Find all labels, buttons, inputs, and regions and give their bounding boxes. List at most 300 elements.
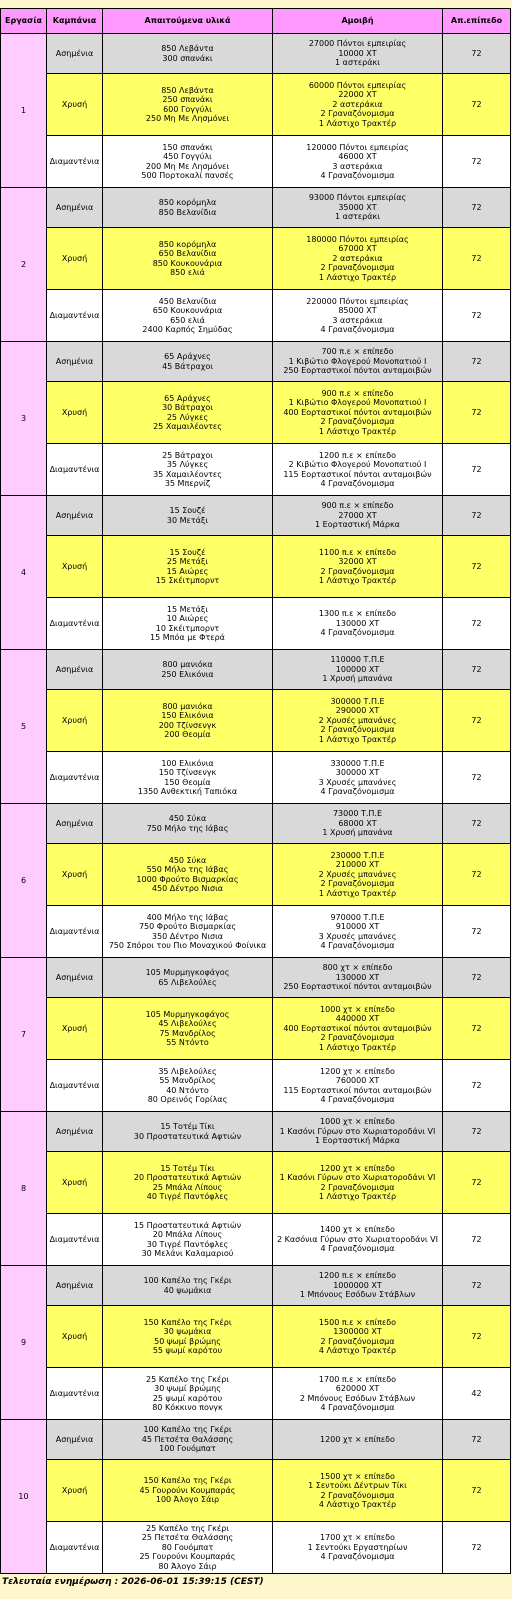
reward-cell — [273, 228, 443, 290]
reward-line: 910000 ΧΤ — [335, 922, 380, 932]
materials-cell — [103, 1152, 273, 1214]
materials-cell — [103, 844, 273, 906]
required-level-cell: 72 — [443, 690, 511, 752]
materials-cell — [103, 34, 273, 74]
reward-line: 4 Γραναζόνομισμα — [320, 170, 395, 180]
material-line: 75 Μανδρίλος — [159, 1028, 216, 1038]
table-row — [1, 1306, 511, 1368]
material-line: 250 Μη Με Λησμόνει — [145, 113, 230, 123]
required-level-cell: 72 — [443, 906, 511, 958]
materials-cell — [103, 1112, 273, 1152]
material-line: 25 Βάτραχοι — [162, 450, 213, 460]
required-level-cell: 72 — [443, 444, 511, 496]
reward-cell — [273, 1420, 443, 1460]
reward-line: 22000 ΧΤ — [338, 90, 377, 100]
reward-line: 1200 π.ε × επίπεδο — [318, 1271, 397, 1281]
header-task: Εργασία — [1, 9, 47, 34]
reward-line: 180000 Πόντοι εμπειρίας — [306, 234, 409, 244]
required-level-cell: 72 — [443, 1112, 511, 1152]
table-row — [1, 804, 511, 844]
reward-cell — [273, 536, 443, 598]
material-line: 25 Γουρούνι Κουμπαράς — [139, 1552, 236, 1562]
material-line: 100 Ελικόνια — [161, 758, 214, 768]
campaign-cell: Χρυσή — [47, 228, 103, 290]
material-line: 10 Αιώρες — [166, 614, 209, 624]
reward-line: 130000 ΧΤ — [335, 972, 380, 982]
campaign-cell: Ασημένια — [47, 804, 103, 844]
reward-line: 1200 π.ε × επίπεδο — [318, 450, 397, 460]
reward-line: 1300 π.ε × επίπεδο — [318, 609, 397, 619]
campaign-cell: Ασημένια — [47, 34, 103, 74]
reward-line: 2 Χρυσές μπανάνες — [318, 715, 397, 725]
reward-line: 1200 χτ × επίπεδο — [320, 1434, 395, 1444]
required-level-cell: 72 — [443, 1152, 511, 1214]
reward-line: 1 Λάστιχο Τρακτέρ — [318, 734, 397, 744]
material-line: 850 Κουκουνάρια — [152, 258, 223, 268]
task-number-cell: 4 — [1, 496, 47, 650]
table-row — [1, 752, 511, 804]
table-row — [1, 1152, 511, 1214]
campaign-cell: Ασημένια — [47, 1266, 103, 1306]
material-line: 150 Ελικόνια — [161, 711, 214, 721]
material-line: 25 Μετάξι — [166, 557, 209, 567]
material-line: 850 κορόμηλα — [158, 198, 217, 208]
required-level-cell: 72 — [443, 1306, 511, 1368]
materials-cell — [103, 1420, 273, 1460]
materials-cell — [103, 536, 273, 598]
reward-line: 250 Εορταστικοί πόντοι ανταμοιβών — [283, 982, 432, 992]
reward-line: 130000 ΧΤ — [335, 618, 380, 628]
header-level: Απ.επίπεδο — [443, 9, 511, 34]
reward-line: 1700 π.ε × επίπεδο — [318, 1374, 397, 1384]
reward-line: 67000 ΧΤ — [338, 244, 377, 254]
reward-line: 1 Εορταστική Μάρκα — [315, 520, 400, 530]
material-line: 150 Τζίνσενγκ — [158, 768, 217, 778]
material-line: 450 Βελανίδια — [158, 296, 217, 306]
reward-line: 400 Εορταστικοί πόντοι ανταμοιβών — [283, 407, 432, 417]
material-line: 850 ελιά — [170, 267, 205, 277]
material-line: 850 κορόμηλα — [158, 239, 217, 249]
reward-line: 3 Χρυσές μπανάνες — [318, 777, 397, 787]
reward-line: 1000 χτ × επίπεδο — [320, 1004, 395, 1014]
reward-cell — [273, 444, 443, 496]
campaign-cell: Διαμαντένια — [47, 1214, 103, 1266]
reward-cell — [273, 1152, 443, 1214]
table-row — [1, 1060, 511, 1112]
required-level-cell: 72 — [443, 752, 511, 804]
material-line: 500 Πορτοκαλί πανσές — [141, 170, 234, 180]
reward-line: 2 Γραναζόνομισμα — [320, 1336, 395, 1346]
campaign-cell: Ασημένια — [47, 188, 103, 228]
reward-line: 2 Γραναζόνομισμα — [320, 1182, 395, 1192]
required-level-cell: 72 — [443, 188, 511, 228]
materials-cell — [103, 1460, 273, 1522]
material-line: 65 Λιβελούλες — [158, 977, 217, 987]
reward-line: 60000 Πόντοι εμπειρίας — [308, 80, 407, 90]
reward-line: 4 Γραναζόνομισμα — [320, 478, 395, 488]
required-level-cell: 72 — [443, 958, 511, 998]
materials-cell — [103, 188, 273, 228]
reward-line: 1400 χτ × επίπεδο — [320, 1225, 395, 1235]
reward-line: 2 Γραναζόνομισμα — [320, 566, 395, 576]
reward-line: 4 Γραναζόνομισμα — [320, 940, 395, 950]
material-line: 45 Πετσέτα Θαλάσσης — [141, 1434, 234, 1444]
reward-line: 1500 π.ε × επίπεδο — [318, 1317, 397, 1327]
campaign-cell: Διαμαντένια — [47, 598, 103, 650]
material-line: 450 Σύκα — [168, 855, 207, 865]
material-line: 250 Ελικόνια — [161, 669, 214, 679]
reward-line: 1 Λάστιχο Τρακτέρ — [318, 575, 397, 585]
reward-line: 4 Γραναζόνομισμα — [320, 324, 395, 334]
material-line: 600 Γογγύλι — [163, 104, 212, 114]
required-level-cell: 72 — [443, 998, 511, 1060]
material-line: 45 Βάτραχοι — [162, 361, 213, 371]
reward-cell — [273, 290, 443, 342]
reward-line: 300000 ΧΤ — [335, 768, 380, 778]
material-line: 35 Λύγκες — [166, 460, 209, 470]
table-row — [1, 382, 511, 444]
material-line: 15 Σουζέ — [169, 547, 206, 557]
material-line: 25 Χαμαιλέοντες — [153, 421, 222, 431]
materials-cell — [103, 290, 273, 342]
table-row — [1, 496, 511, 536]
required-level-cell: 72 — [443, 844, 511, 906]
campaign-cell: Χρυσή — [47, 1152, 103, 1214]
material-line: 10 Σκέιτμπορντ — [155, 623, 220, 633]
table-row — [1, 906, 511, 958]
reward-line: 760000 ΧΤ — [335, 1076, 380, 1086]
required-level-cell: 72 — [443, 136, 511, 188]
reward-line: 3 αστεράκια — [332, 315, 383, 325]
task-number-cell: 3 — [1, 342, 47, 496]
material-line: 50 ψωμί βρώμης — [154, 1336, 221, 1346]
material-line: 55 ψωμί καρότου — [152, 1345, 223, 1355]
reward-cell — [273, 844, 443, 906]
required-level-cell: 72 — [443, 228, 511, 290]
reward-line: 4 Γραναζόνομισμα — [320, 628, 395, 638]
reward-line: 1 Χρυσή μπανάνα — [322, 828, 393, 838]
reward-cell — [273, 496, 443, 536]
reward-line: 1 Λάστιχο Τρακτέρ — [318, 426, 397, 436]
material-line: 15 Τοτέμ Τίκι — [160, 1163, 215, 1173]
reward-line: 1 Λάστιχο Τρακτέρ — [318, 118, 397, 128]
material-line: 2400 Καρπός Σημύδας — [142, 324, 233, 334]
material-line: 800 μανιόκα — [162, 701, 213, 711]
table-row — [1, 342, 511, 382]
reward-line: 27000 ΧΤ — [338, 510, 377, 520]
reward-cell — [273, 1368, 443, 1420]
material-line: 80 Ορεινός Γορίλας — [147, 1094, 228, 1104]
required-level-cell: 72 — [443, 1214, 511, 1266]
material-line: 750 Μήλο της Ιάβας — [146, 823, 229, 833]
reward-line: 2 Γραναζόνομισμα — [320, 725, 395, 735]
table-row — [1, 290, 511, 342]
reward-cell — [273, 1266, 443, 1306]
material-line: 750 Σπόροι του Πιο Μοναχικού Φοίνικα — [108, 940, 267, 950]
required-level-cell: 72 — [443, 1420, 511, 1460]
reward-line: 330000 Τ.Π.Ε — [330, 758, 385, 768]
reward-line: 230000 Τ.Π.Ε — [330, 850, 385, 860]
reward-line: 2 Γραναζόνομισμα — [320, 879, 395, 889]
table-row — [1, 1214, 511, 1266]
reward-line: 93000 Πόντοι εμπειρίας — [308, 193, 407, 203]
materials-cell — [103, 598, 273, 650]
material-line: 850 Λεβάντα — [161, 85, 214, 95]
material-line: 45 Λιβελούλες — [158, 1019, 217, 1029]
campaign-cell: Διαμαντένια — [47, 752, 103, 804]
task-number-cell: 8 — [1, 1112, 47, 1266]
table-row — [1, 228, 511, 290]
reward-cell — [273, 598, 443, 650]
campaign-cell: Χρυσή — [47, 690, 103, 752]
task-number-cell: 5 — [1, 650, 47, 804]
table-row — [1, 74, 511, 136]
material-line: 25 Μπάλα Λίπους — [152, 1182, 223, 1192]
required-level-cell: 72 — [443, 1460, 511, 1522]
reward-line: 2 αστεράκια — [332, 99, 383, 109]
material-line: 40 Τιγρέ Παντόφλες — [146, 1191, 229, 1201]
required-level-cell: 72 — [443, 1060, 511, 1112]
table-row — [1, 844, 511, 906]
campaign-cell: Διαμαντένια — [47, 1522, 103, 1574]
material-line: 1350 Ανθεκτική Ταπιόκα — [137, 786, 238, 796]
material-line: 35 Λιβελούλες — [158, 1066, 217, 1076]
material-line: 450 Δέντρο Νισια — [151, 883, 224, 893]
reward-line: 2 Χρυσές μπανάνες — [318, 869, 397, 879]
reward-line: 1 Λάστιχο Τρακτέρ — [318, 272, 397, 282]
reward-line: 1200 χτ × επίπεδο — [320, 1066, 395, 1076]
table-row — [1, 1522, 511, 1574]
reward-line: 2 αστεράκια — [332, 253, 383, 263]
materials-cell — [103, 958, 273, 998]
reward-line: 1 Λάστιχο Τρακτέρ — [318, 888, 397, 898]
reward-line: 300000 Τ.Π.Ε — [330, 696, 385, 706]
material-line: 350 Δέντρο Νισια — [151, 931, 224, 941]
table-row — [1, 650, 511, 690]
reward-line: 1000000 ΧΤ — [333, 1280, 382, 1290]
reward-line: 1 Χρυσή μπανάνα — [322, 674, 393, 684]
table-header-row — [1, 9, 511, 34]
task-number-cell: 9 — [1, 1266, 47, 1420]
reward-line: 115 Εορταστικοί πόντοι ανταμοιβών — [283, 1085, 432, 1095]
campaign-cell: Ασημένια — [47, 958, 103, 998]
header-campaign: Καμπάνια — [47, 9, 103, 34]
reward-line: 1 Λάστιχο Τρακτέρ — [318, 1191, 397, 1201]
material-line: 80 Κόκκινο πονγκ — [152, 1402, 223, 1412]
campaign-cell: Χρυσή — [47, 998, 103, 1060]
materials-cell — [103, 1522, 273, 1574]
material-line: 300 σπανάκι — [162, 53, 213, 63]
campaign-cell: Διαμαντένια — [47, 1060, 103, 1112]
reward-line: 4 Λάστιχο Τρακτέρ — [318, 1499, 397, 1509]
reward-line: 1700 χτ × επίπεδο — [320, 1533, 395, 1543]
reward-line: 400 Εορταστικοί πόντοι ανταμοιβών — [283, 1023, 432, 1033]
header-materials: Απαιτούμενα υλικά — [103, 9, 273, 34]
task-number-cell: 1 — [1, 34, 47, 188]
campaign-cell: Χρυσή — [47, 536, 103, 598]
campaign-cell: Χρυσή — [47, 1460, 103, 1522]
material-line: 15 Προστατευτικά Αφτιών — [133, 1220, 242, 1230]
required-level-cell: 72 — [443, 290, 511, 342]
material-line: 105 Μυρμηγκοφάγος — [145, 1009, 230, 1019]
table-row — [1, 1112, 511, 1152]
material-line: 15 Σουζέ — [169, 506, 206, 516]
reward-line: 250 Εορταστικοί πόντοι ανταμοιβών — [283, 366, 432, 376]
campaign-cell: Ασημένια — [47, 1420, 103, 1460]
material-line: 450 Σύκα — [168, 814, 207, 824]
material-line: 80 Άλογο Σάιρ — [158, 1561, 217, 1571]
header-reward: Αμοιβή — [273, 9, 443, 34]
material-line: 40 Ντόντο — [166, 1085, 209, 1095]
reward-line: 4 Γραναζόνομισμα — [320, 1552, 395, 1562]
materials-cell — [103, 650, 273, 690]
reward-cell — [273, 74, 443, 136]
reward-line: 1 Λάστιχο Τρακτέρ — [318, 1042, 397, 1052]
campaign-cell: Διαμαντένια — [47, 444, 103, 496]
reward-line: 4 Γραναζόνομισμα — [320, 1402, 395, 1412]
campaign-cell: Διαμαντένια — [47, 136, 103, 188]
reward-cell — [273, 1460, 443, 1522]
material-line: 200 Τζίνσενγκ — [158, 720, 217, 730]
reward-cell — [273, 1060, 443, 1112]
reward-line: 68000 ΧΤ — [338, 818, 377, 828]
material-line: 100 Καπέλο της Γκέρι — [143, 1276, 232, 1286]
material-line: 650 Κουκουνάρια — [152, 306, 223, 316]
materials-cell — [103, 1266, 273, 1306]
table-row — [1, 136, 511, 188]
campaign-cell: Ασημένια — [47, 1112, 103, 1152]
reward-line: 10000 ΧΤ — [338, 48, 377, 58]
reward-line: 3 Χρυσές μπανάνες — [318, 931, 397, 941]
material-line: 1000 Φρούτο Βισμαρκίας — [136, 874, 239, 884]
material-line: 30 Τιγρέ Παντόφλες — [146, 1239, 229, 1249]
required-level-cell: 72 — [443, 598, 511, 650]
reward-line: 2 Γραναζόνομισμα — [320, 263, 395, 273]
campaign-cell: Διαμαντένια — [47, 1368, 103, 1420]
reward-cell — [273, 34, 443, 74]
reward-line: 2 Γραναζόνομισμα — [320, 417, 395, 427]
reward-line: 700 π.ε × επίπεδο — [321, 347, 394, 357]
reward-cell — [273, 136, 443, 188]
reward-cell — [273, 1306, 443, 1368]
material-line: 20 Μπάλα Λίπους — [152, 1230, 223, 1240]
material-line: 105 Μυρμηγκοφάγος — [145, 968, 230, 978]
required-level-cell: 72 — [443, 1266, 511, 1306]
table-row — [1, 1266, 511, 1306]
reward-cell — [273, 650, 443, 690]
materials-cell — [103, 690, 273, 752]
material-line: 400 Μήλο της Ιάβας — [146, 912, 229, 922]
reward-cell — [273, 1522, 443, 1574]
required-level-cell: 72 — [443, 536, 511, 598]
required-level-cell: 42 — [443, 1368, 511, 1420]
table-row — [1, 998, 511, 1060]
material-line: 25 Καπέλο της Γκέρι — [146, 1523, 229, 1533]
reward-cell — [273, 958, 443, 998]
materials-cell — [103, 382, 273, 444]
reward-line: 35000 ΧΤ — [338, 202, 377, 212]
material-line: 100 Άλογο Σάιρ — [155, 1495, 220, 1505]
task-number-cell: 2 — [1, 188, 47, 342]
materials-cell — [103, 804, 273, 844]
reward-line: 1 Σεντούκι Εργαστηρίων — [307, 1542, 408, 1552]
reward-line: 46000 ΧΤ — [338, 152, 377, 162]
table-row — [1, 958, 511, 998]
campaign-cell: Ασημένια — [47, 342, 103, 382]
reward-line: 440000 ΧΤ — [335, 1014, 380, 1024]
material-line: 25 Λύγκες — [166, 412, 209, 422]
material-line: 150 Καπέλο της Γκέρι — [143, 1476, 232, 1486]
reward-line: 2 Κασόνια Γύρων στο Χωριατοροδάνι VI — [277, 1234, 438, 1244]
reward-cell — [273, 752, 443, 804]
reward-line: 1 Κιβώτιο Φλογερού Μονοπατιού Ι — [288, 398, 427, 408]
task-number-cell: 7 — [1, 958, 47, 1112]
reward-line: 1100 π.ε × επίπεδο — [318, 547, 397, 557]
material-line: 650 ελιά — [170, 315, 205, 325]
table-row — [1, 598, 511, 650]
reward-cell — [273, 1214, 443, 1266]
materials-cell — [103, 752, 273, 804]
reward-line: 900 π.ε × επίπεδο — [321, 388, 394, 398]
reward-line: 4 Λάστιχο Τρακτέρ — [318, 1345, 397, 1355]
reward-cell — [273, 804, 443, 844]
material-line: 750 Φρούτο Βισμαρκίας — [138, 922, 237, 932]
material-line: 550 Μήλο της Ιάβας — [146, 865, 229, 875]
material-line: 200 Θεομία — [164, 729, 211, 739]
reward-line: 1300000 ΧΤ — [333, 1327, 382, 1337]
reward-line: 220000 Πόντοι εμπειρίας — [306, 296, 409, 306]
reward-cell — [273, 342, 443, 382]
reward-line: 1200 χτ × επίπεδο — [320, 1163, 395, 1173]
materials-cell — [103, 1368, 273, 1420]
required-level-cell: 72 — [443, 34, 511, 74]
material-line: 25 ψωμί καρότου — [152, 1393, 223, 1403]
last-updated-footer: Τελευταία ενημέρωση : 2026-06-01 15:39:15 (CEST) — [2, 1577, 264, 1587]
campaign-cell: Ασημένια — [47, 650, 103, 690]
reward-line: 1 Κασόνι Γύρων στο Χωριατοροδάνι VI — [279, 1173, 436, 1183]
material-line: 30 ψωμί βρώμης — [154, 1384, 221, 1394]
campaign-cell: Χρυσή — [47, 1306, 103, 1368]
campaign-cell: Χρυσή — [47, 382, 103, 444]
reward-line: 290000 ΧΤ — [335, 706, 380, 716]
material-line: 35 Χαμαιλέοντες — [153, 469, 222, 479]
reward-line: 110000 Τ.Π.Ε — [330, 655, 385, 665]
campaign-table-container — [0, 8, 510, 1574]
required-level-cell: 72 — [443, 1522, 511, 1574]
reward-line: 85000 ΧΤ — [338, 306, 377, 316]
material-line: 15 Τοτέμ Τίκι — [160, 1122, 215, 1132]
material-line: 450 Γογγύλι — [163, 152, 212, 162]
task-number-cell: 10 — [1, 1420, 47, 1574]
material-line: 100 Γουόμπατ — [159, 1444, 216, 1454]
materials-cell — [103, 1306, 273, 1368]
materials-cell — [103, 136, 273, 188]
reward-line: 2 Γραναζόνομισμα — [320, 109, 395, 119]
reward-line: 120000 Πόντοι εμπειρίας — [306, 142, 409, 152]
reward-cell — [273, 906, 443, 958]
material-line: 25 Καπέλο της Γκέρι — [146, 1374, 229, 1384]
table-row — [1, 1368, 511, 1420]
reward-line: 100000 ΧΤ — [335, 664, 380, 674]
material-line: 30 Βάτραχοι — [162, 403, 213, 413]
reward-line: 4 Γραναζόνομισμα — [320, 786, 395, 796]
material-line: 800 μανιόκα — [162, 660, 213, 670]
reward-line: 1 Σεντούκι Δέντρων Τίκι — [308, 1481, 407, 1491]
material-line: 30 Προστατευτικά Αφτιών — [133, 1131, 242, 1141]
materials-cell — [103, 228, 273, 290]
material-line: 850 Λεβάντα — [161, 44, 214, 54]
reward-line: 2 Γραναζόνομισμα — [320, 1033, 395, 1043]
